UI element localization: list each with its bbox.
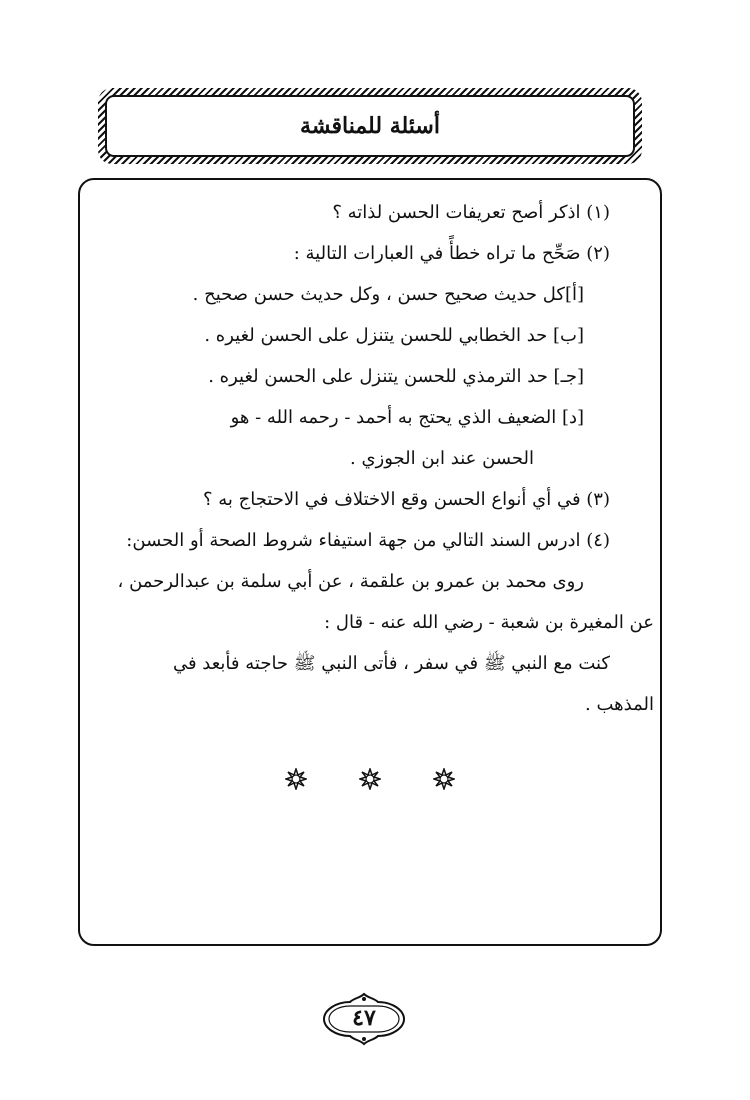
hadith-text-line-2: المذهب . <box>585 694 654 715</box>
page-number: ٤٧ <box>352 1005 376 1031</box>
header-frame <box>98 88 642 164</box>
question-2-item-d: [د] الضعيف الذي يحتج به أحمد - رحمه الله - هو <box>230 407 584 428</box>
question-2-item-a: [أ]كل حديث صحيح حسن ، وكل حديث حسن صحيح . <box>192 284 584 305</box>
question-2: (٢) صَحِّح ما تراه خطأً في العبارات التالية : <box>293 243 610 264</box>
question-2-item-c: [جـ] حد الترمذي للحسن يتنزل على الحسن لغيره . <box>208 366 584 387</box>
questions-box <box>78 178 662 946</box>
hadith-chain-line-1: روى محمد بن عمرو بن علقمة ، عن أبي سلمة بن عبدالرحمن ، <box>117 571 584 592</box>
question-3: (٣) في أي أنواع الحسن وقع الاختلاف في الاحتجاج به ؟ <box>202 489 610 510</box>
star-ornament-icon <box>433 768 455 790</box>
ornament-row <box>80 768 660 798</box>
question-4: (٤) ادرس السند التالي من جهة استيفاء شروط الصحة أو الحسن: <box>126 530 610 551</box>
star-ornament-icon <box>359 768 381 790</box>
questions-text <box>94 192 654 725</box>
hadith-chain-line-2: عن المغيرة بن شعبة - رضي الله عنه - قال : <box>324 612 654 633</box>
question-1: (١) اذكر أصح تعريفات الحسن لذاته ؟ <box>332 202 610 223</box>
hadith-text-line-1: كنت مع النبي ﷺ في سفر ، فأتى النبي ﷺ حاجته فأبعد في <box>172 653 610 674</box>
question-2-item-b: [ب] حد الخطابي للحسن يتنزل على الحسن لغيره . <box>204 325 584 346</box>
header-inner <box>105 95 635 157</box>
page-title: أسئلة للمناقشة <box>300 113 440 139</box>
page-number-badge <box>320 992 408 1046</box>
star-ornament-icon <box>285 768 307 790</box>
question-2-item-d-continued: الحسن عند ابن الجوزي . <box>350 448 534 469</box>
